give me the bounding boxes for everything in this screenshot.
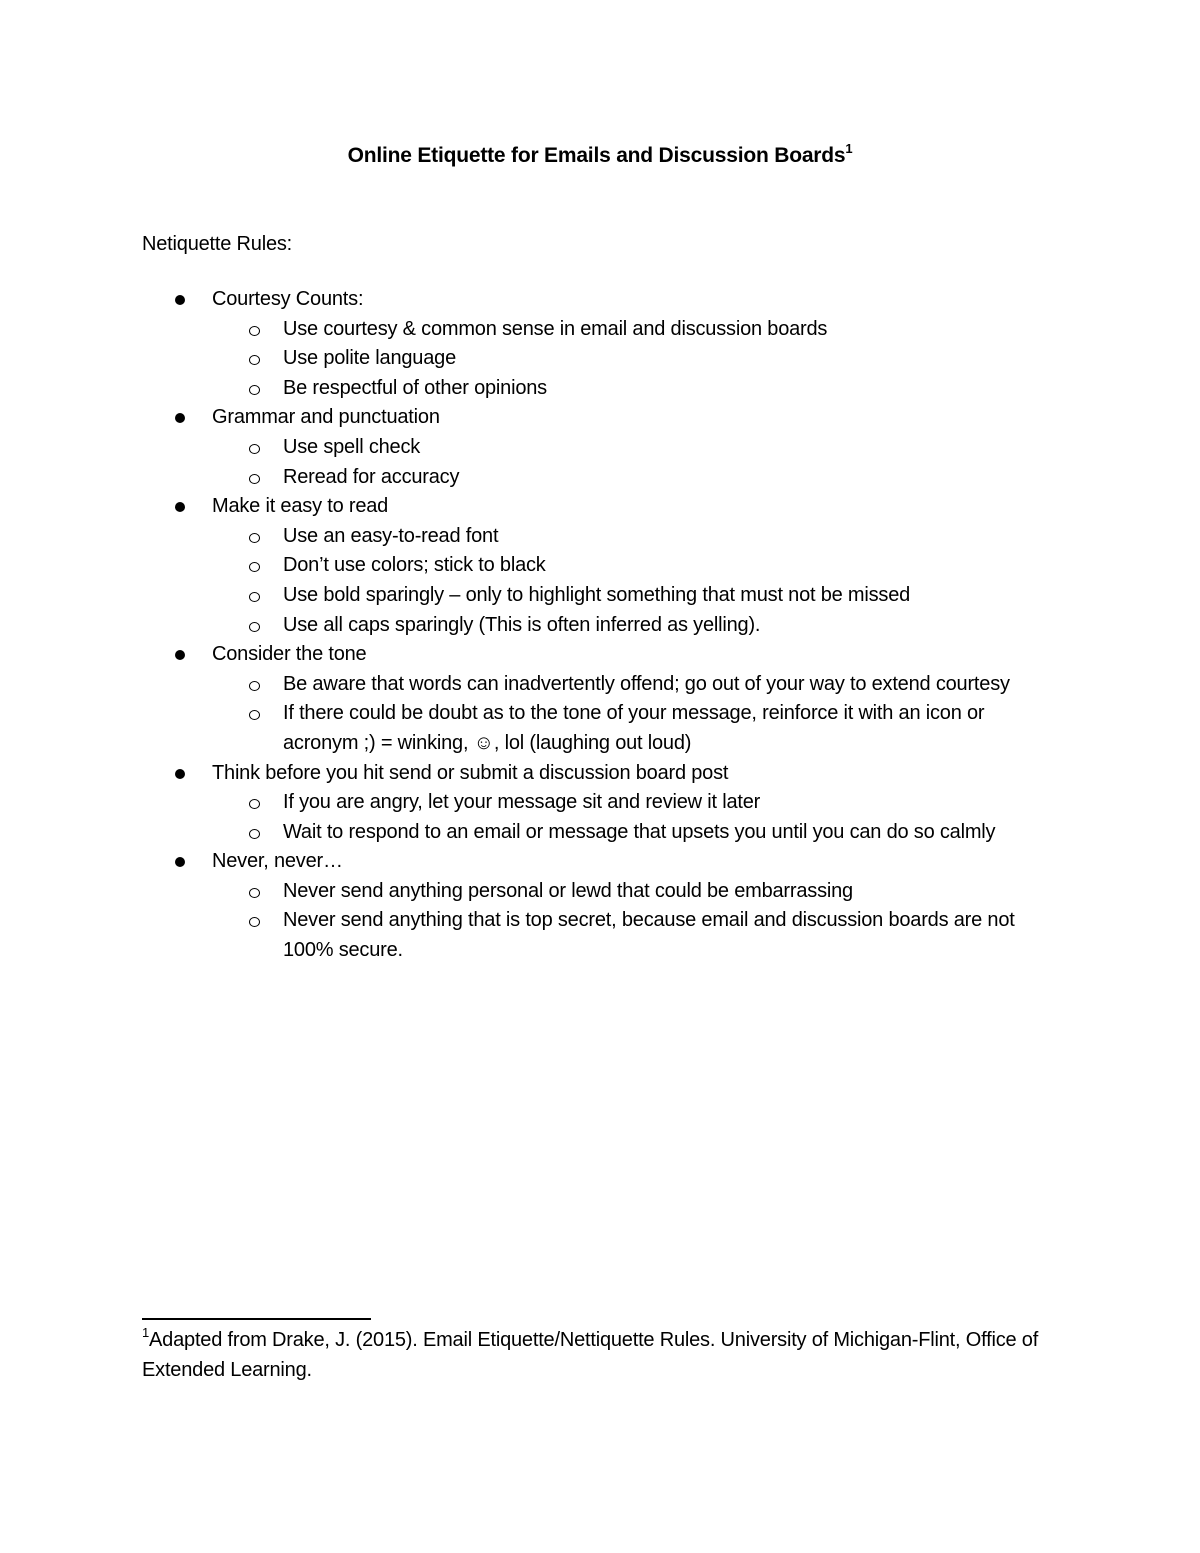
- footnote-text: Adapted from Drake, J. (2015). Email Etiquette/Nettiquette Rules. University of Michigan-Flint, Office of Extended Learning.: [142, 1329, 1039, 1381]
- rule-label: Grammar and punctuation: [212, 406, 440, 429]
- hollow-bullet-icon: [249, 917, 260, 927]
- rule-sub-item: [0, 788, 1053, 818]
- bullet-icon: [175, 769, 185, 779]
- hollow-bullet-icon: [249, 622, 260, 632]
- rule-sub-item: [0, 551, 1053, 581]
- rule-label: Consider the tone: [212, 643, 367, 666]
- rule-sub-item-text: Be aware that words can inadvertently offend; go out of your way to extend courtesy: [283, 672, 1010, 695]
- footnote: [142, 1325, 1072, 1385]
- hollow-bullet-icon: [249, 385, 260, 395]
- bullet-icon: [175, 502, 185, 512]
- rule-label: Never, never…: [212, 850, 343, 873]
- rule-sub-item: [0, 433, 1053, 463]
- rule-sub-item-text: If there could be doubt as to the tone of your message, reinforce it with an icon or acronym ;) = winking, ☺, lol (laughing out loud): [283, 702, 985, 754]
- rule-label: Make it easy to read: [212, 495, 389, 518]
- rule-sub-item-text: Never send anything personal or lewd that could be embarrassing: [283, 879, 853, 902]
- rule-item: [0, 403, 1200, 433]
- rule-item: [0, 492, 1200, 522]
- rule-sub-item: [0, 315, 1053, 345]
- rule-sub-item-text: Use courtesy & common sense in email and discussion boards: [283, 317, 828, 340]
- bullet-icon: [175, 413, 185, 423]
- rule-item: [0, 759, 1200, 789]
- bullet-icon: [175, 295, 185, 305]
- rule-sub-item-text: Wait to respond to an email or message that upsets you until you can do so calmly: [283, 820, 996, 843]
- rule-sub-item-text: Be respectful of other opinions: [283, 376, 547, 399]
- bullet-icon: [175, 650, 185, 660]
- hollow-bullet-icon: [249, 888, 260, 898]
- rule-sub-item: [0, 522, 1053, 552]
- rule-sub-item-text: Use bold sparingly – only to highlight something that must not be missed: [283, 583, 911, 606]
- hollow-bullet-icon: [249, 592, 260, 602]
- hollow-bullet-icon: [249, 710, 260, 720]
- title-footnote-marker: 1: [845, 141, 853, 156]
- rule-label: Think before you hit send or submit a discussion board post: [212, 761, 729, 784]
- hollow-bullet-icon: [249, 562, 260, 572]
- title-text: Online Etiquette for Emails and Discussion Boards: [347, 144, 846, 167]
- rule-sub-item-text: Use spell check: [283, 435, 421, 458]
- hollow-bullet-icon: [249, 533, 260, 543]
- intro-heading: Netiquette Rules:: [142, 233, 293, 255]
- rule-label: Courtesy Counts:: [212, 288, 364, 310]
- rule-sub-item-text: Don’t use colors; stick to black: [283, 554, 546, 577]
- rule-sub-item-text: Reread for accuracy: [283, 465, 460, 488]
- rule-sub-item: [0, 463, 1053, 493]
- rule-sub-item: [0, 818, 1053, 848]
- rule-sub-item: [0, 877, 1053, 907]
- footnote-separator: [142, 1318, 371, 1320]
- rule-item: [0, 847, 1200, 877]
- rule-sub-item-text: Use all caps sparingly (This is often inferred as yelling).: [283, 613, 761, 636]
- hollow-bullet-icon: [249, 474, 260, 484]
- hollow-bullet-icon: [249, 681, 260, 691]
- rule-sub-item-text: Never send anything that is top secret, because email and discussion boards are not 100% secure.: [283, 909, 1015, 962]
- hollow-bullet-icon: [249, 799, 260, 809]
- hollow-bullet-icon: [249, 355, 260, 365]
- footnote-marker: 1: [142, 1325, 150, 1340]
- rule-sub-item: [0, 906, 1053, 965]
- hollow-bullet-icon: [249, 326, 260, 336]
- rule-sub-item: [0, 374, 1053, 404]
- rule-sub-item-text: Use polite language: [283, 347, 456, 370]
- rule-sub-item: [0, 344, 1053, 374]
- rule-sub-item-text: Use an easy-to-read font: [283, 524, 499, 547]
- rule-sub-item: [0, 699, 1053, 758]
- rule-sub-item: [0, 611, 1053, 641]
- hollow-bullet-icon: [249, 829, 260, 839]
- rules-list: [0, 285, 1200, 966]
- rule-sub-item: [0, 581, 1053, 611]
- bullet-icon: [175, 857, 185, 867]
- rule-sub-item: [0, 670, 1053, 700]
- hollow-bullet-icon: [249, 444, 260, 454]
- page-title: [0, 141, 1200, 171]
- rule-sub-item-text: If you are angry, let your message sit and review it later: [283, 791, 761, 814]
- rule-item: [0, 640, 1200, 670]
- rule-item: [0, 285, 1200, 315]
